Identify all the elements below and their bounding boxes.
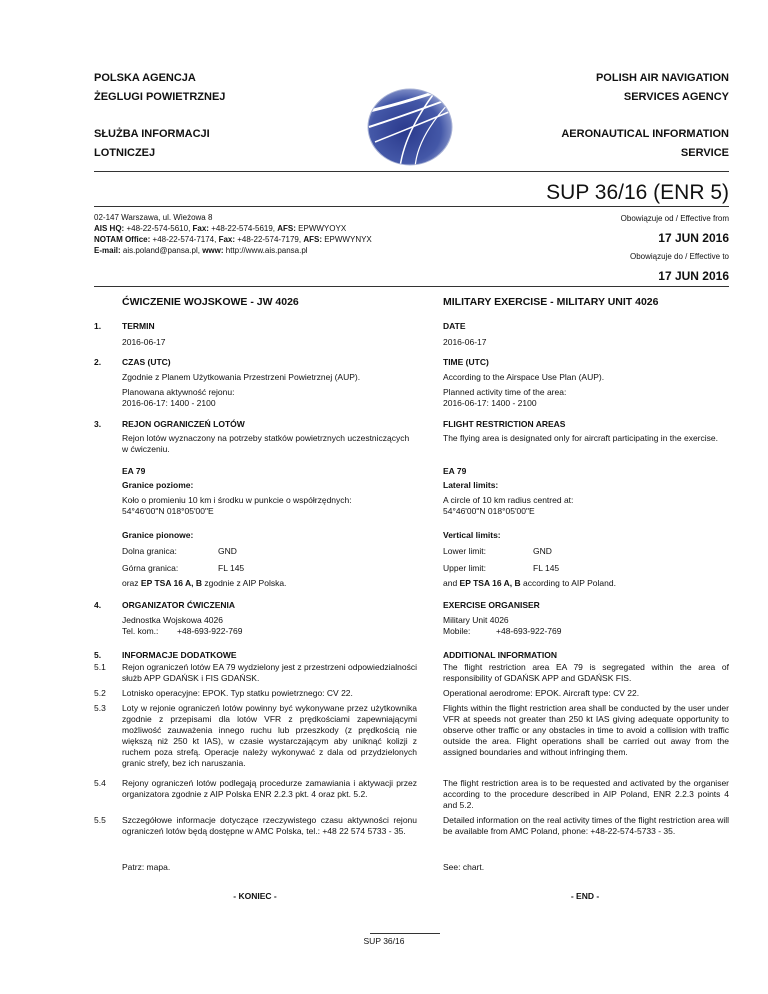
vertical-heading-pl: Granice pionowe: bbox=[122, 530, 194, 540]
section-5-heading-pl: INFORMACJE DODATKOWE bbox=[122, 650, 237, 660]
effective-to-date: 17 JUN 2016 bbox=[658, 269, 729, 283]
title-rule bbox=[94, 206, 729, 207]
section-3-text-pl: Rejon lotów wyznaczony na potrzeby statków powietrznych uczestniczących w ćwiczeniu. bbox=[122, 433, 410, 454]
lateral-text-en: A circle of 10 km radius centred at: 54°46'00"N 018°05'00"E bbox=[443, 495, 574, 516]
section-1-heading-en: DATE bbox=[443, 321, 466, 331]
vertical-limits-pl: Dolna granica: GND Górna granica: FL 145 bbox=[122, 546, 245, 573]
lateral-text-pl: Koło o promieniu 10 km i środku w punkcie o współrzędnych: 54°46'00"N 018°05'00"E bbox=[122, 495, 352, 516]
item-5-1-pl: Rejon ograniczeń lotów EA 79 wydzielony jest z przestrzeni odpowiedzialności służb APP GDAŃSK i FIS GDAŃSK. bbox=[122, 662, 417, 683]
item-5-3-number: 5.3 bbox=[94, 703, 106, 713]
service-name-en-1: AERONAUTICAL INFORMATION bbox=[561, 128, 729, 140]
section-3-heading-pl: REJON OGRANICZEŃ LOTÓW bbox=[122, 419, 245, 429]
address: 02-147 Warszawa, ul. Wieżowa 8 bbox=[94, 213, 213, 222]
section-3-number: 3. bbox=[94, 419, 102, 429]
section-1-text-en: 2016-06-17 bbox=[443, 337, 487, 347]
lateral-heading-pl: Granice poziome: bbox=[122, 480, 194, 490]
section-5-heading-en: ADDITIONAL INFORMATION bbox=[443, 650, 557, 660]
ais-hq-line: AIS HQ: +48-22-574-5610, Fax: +48-22-574-5619, AFS: EPWWYOYX bbox=[94, 224, 347, 233]
lateral-heading-en: Lateral limits: bbox=[443, 480, 499, 490]
see-chart-pl: Patrz: mapa. bbox=[122, 862, 171, 872]
ea-en: EA 79 bbox=[443, 466, 467, 476]
sup-title: SUP 36/16 (ENR 5) bbox=[546, 181, 729, 204]
footer-rule bbox=[370, 933, 440, 934]
item-5-5-en: Detailed information on the real activity times of the flight restriction area will be available from AMC Poland, phone: +48-22-574-5733 - 35. bbox=[443, 815, 729, 836]
section-4-heading-pl: ORGANIZATOR ĆWICZENIA bbox=[122, 600, 236, 610]
agency-name-en-2: SERVICES AGENCY bbox=[623, 91, 729, 103]
section-1-heading-pl: TERMIN bbox=[122, 321, 155, 331]
contact-block bbox=[94, 212, 454, 256]
pansa-logo bbox=[355, 72, 475, 172]
item-5-4-en: The flight restriction area is to be requested and activated by the organiser according to the procedure described in AIP Poland, ENR 2.2.3 points 4 and 5.2. bbox=[443, 778, 729, 810]
vertical-limits-en: Lower limit: GND Upper limit: FL 145 bbox=[443, 546, 560, 573]
notam-office-line: NOTAM Office: +48-22-574-7174, Fax: +48-22-574-7179, AFS: EPWWYNYX bbox=[94, 235, 372, 244]
header-rule bbox=[94, 171, 729, 172]
item-5-3-pl: Loty w rejonie ograniczeń lotów powinny być wykonywane przez użytkownika zgodnie z przepisami dla lotów VFR z prędkościami zapewniającymi możliwość zauważenia innego ruchu lub przeszkody (z prędkością nie większą niż 250 kt IAS), w czasie wystarczającym aby uniknąć kolizji z ruchem poza strefą. Operacje należy wykonywać z dala od przydzielonych granic strefy, bez ich naruszania. bbox=[122, 703, 417, 768]
item-5-2-number: 5.2 bbox=[94, 688, 106, 698]
vertical-heading-en: Vertical limits: bbox=[443, 530, 501, 540]
section-1-text-pl: 2016-06-17 bbox=[122, 337, 166, 347]
service-name-pl-1: SŁUŻBA INFORMACJI bbox=[94, 128, 210, 140]
tsa-text-en: and EP TSA 16 A, B according to AIP Poland. bbox=[443, 578, 616, 588]
item-5-2-pl: Lotnisko operacyjne: EPOK. Typ statku powietrznego: CV 22. bbox=[122, 688, 353, 698]
section-2-number: 2. bbox=[94, 357, 102, 367]
item-5-1-en: The flight restriction area EA 79 is segregated within the area of responsibility of GDAŃSK APP and GDAŃSK FIS. bbox=[443, 662, 729, 683]
section-2-heading-en: TIME (UTC) bbox=[443, 357, 489, 367]
organiser-pl: Jednostka Wojskowa 4026 Tel. kom.: +48-693-922-769 bbox=[122, 615, 243, 636]
section-2-heading-pl: CZAS (UTC) bbox=[122, 357, 171, 367]
end-en: - END - bbox=[570, 891, 600, 901]
tsa-text-pl: oraz EP TSA 16 A, B zgodnie z AIP Polska. bbox=[122, 578, 287, 588]
organiser-en: Military Unit 4026 Mobile: +48-693-922-769 bbox=[443, 615, 562, 636]
section-rule bbox=[94, 286, 729, 287]
section-5-number: 5. bbox=[94, 650, 102, 660]
email-line: E-mail: ais.poland@pansa.pl, www: http://www.ais.pansa.pl bbox=[94, 246, 308, 255]
effective-from-date: 17 JUN 2016 bbox=[658, 231, 729, 245]
item-5-2-en: Operational aerodrome: EPOK. Aircraft type: CV 22. bbox=[443, 688, 640, 698]
agency-name-pl-1: POLSKA AGENCJA bbox=[94, 72, 196, 84]
ea-pl: EA 79 bbox=[122, 466, 146, 476]
title-pl: ĆWICZENIE WOJSKOWE - JW 4026 bbox=[122, 296, 299, 308]
service-name-pl-2: LOTNICZEJ bbox=[94, 147, 156, 159]
footer-page-id: SUP 36/16 bbox=[363, 936, 405, 946]
effective-to-label: Obowiązuje do / Effective to bbox=[629, 252, 729, 261]
section-1-number: 1. bbox=[94, 321, 102, 331]
effective-from-label: Obowiązuje od / Effective from bbox=[620, 214, 729, 223]
section-2-text-en: According to the Airspace Use Plan (AUP). Planned activity time of the area: 2016-06-17: 1400 - 2100 bbox=[443, 372, 605, 408]
section-2-text-pl: Zgodnie z Planem Użytkowania Przestrzeni Powietrznej (AUP). Planowana aktywność rejonu: 2016-06-17: 1400 - 2100 bbox=[122, 372, 361, 408]
item-5-5-number: 5.5 bbox=[94, 815, 106, 825]
section-3-text-en: The flying area is designated only for aircraft participating in the exercise. bbox=[443, 433, 718, 443]
section-4-number: 4. bbox=[94, 600, 102, 610]
item-5-3-en: Flights within the flight restriction area shall be conducted by the user under VFR at speeds not greater than 250 kt IAS giving adequate opportunity to observe other traffic or any obstacles in time to avoid a collision with traffic outside the area. Flight operations shall be carried out away from the assigned boundaries and without infringing them. bbox=[443, 703, 729, 757]
end-pl: - KONIEC - bbox=[233, 891, 277, 901]
item-5-1-number: 5.1 bbox=[94, 662, 106, 672]
see-chart-en: See: chart. bbox=[443, 862, 485, 872]
item-5-4-number: 5.4 bbox=[94, 778, 106, 788]
agency-name-pl-2: ŻEGLUGI POWIETRZNEJ bbox=[94, 91, 226, 103]
agency-name-en-1: POLISH AIR NAVIGATION bbox=[595, 72, 729, 84]
item-5-4-pl: Rejony ograniczeń lotów podlegają procedurze zamawiania i aktywacji przez organizatora zgodnie z AIP Polska ENR 2.2.3 pkt. 4 oraz pkt. 5.2. bbox=[122, 778, 417, 799]
section-3-heading-en: FLIGHT RESTRICTION AREAS bbox=[443, 419, 566, 429]
section-4-heading-en: EXERCISE ORGANISER bbox=[443, 600, 540, 610]
item-5-5-pl: Szczegółowe informacje dotyczące rzeczywistego czasu aktywności rejonu ograniczeń lotów będą dostępne w AMC Polska, tel.: +48 22 574 5733 - 35. bbox=[122, 815, 417, 836]
service-name-en-2: SERVICE bbox=[680, 147, 729, 159]
title-en: MILITARY EXERCISE - MILITARY UNIT 4026 bbox=[443, 296, 659, 308]
